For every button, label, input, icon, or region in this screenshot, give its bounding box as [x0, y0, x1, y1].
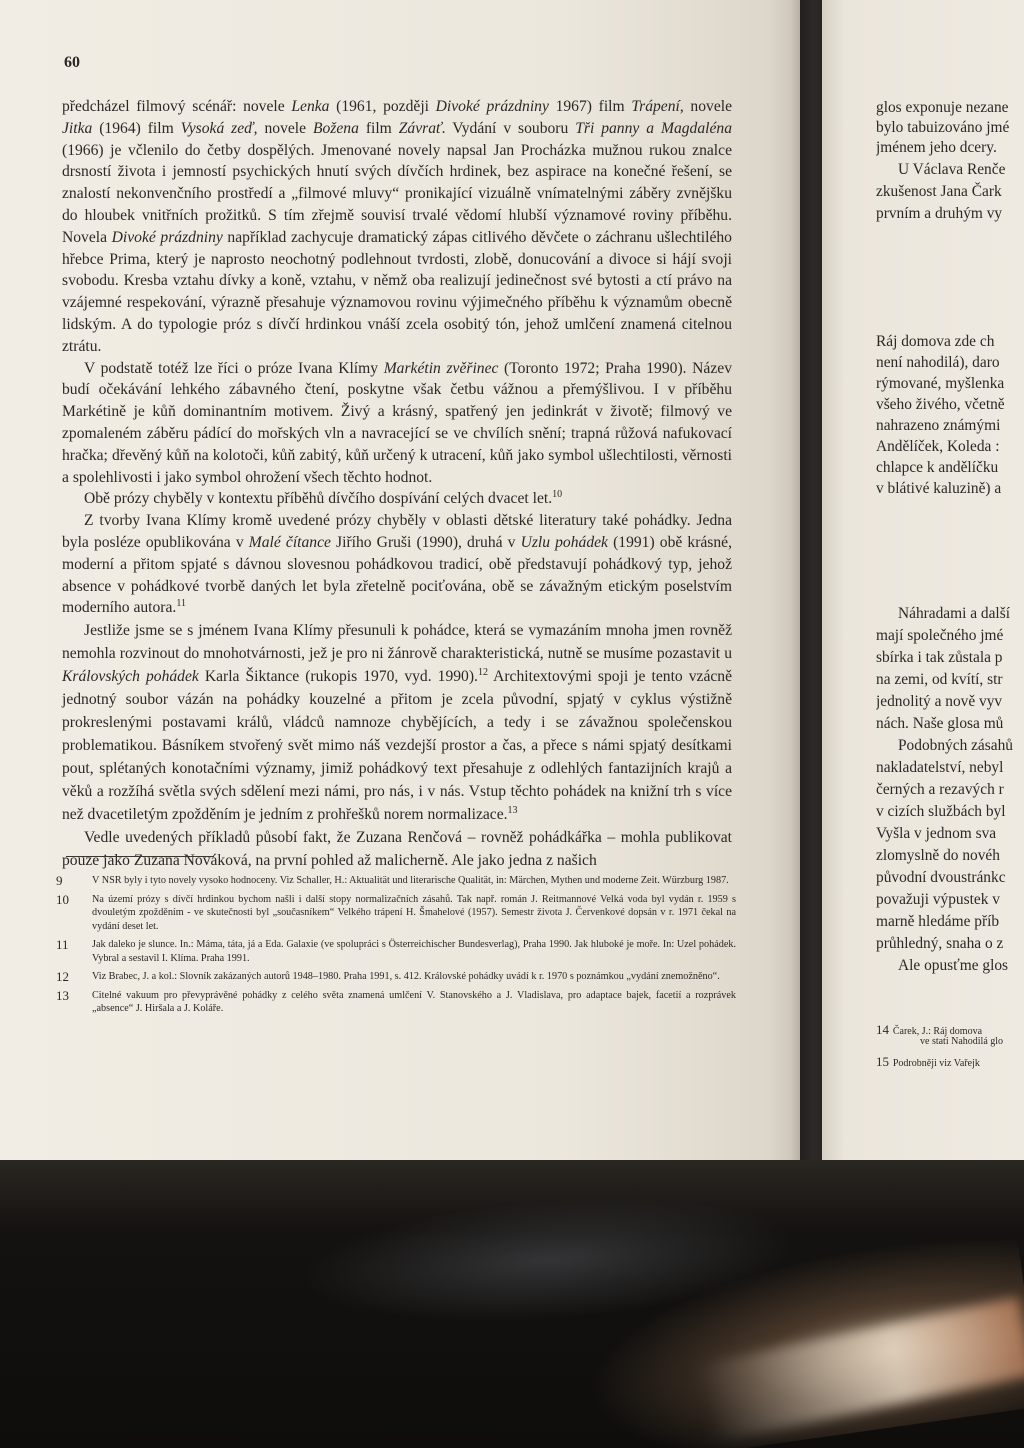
text-run: (1964) film — [92, 119, 181, 137]
text-line: nahrazeno známými — [876, 417, 1001, 434]
text-line: v cizích službách byl — [876, 803, 1006, 820]
text-line: Ráj domova zde ch — [876, 333, 995, 350]
work-title: Královských pohádek — [62, 668, 199, 686]
text-line: rýmované, myšlenka — [876, 375, 1005, 392]
page-number: 60 — [64, 54, 80, 71]
right-page-text — [876, 0, 1024, 1080]
text-line: všeho živého, včetně — [876, 396, 1005, 413]
text-line: Náhradami a další — [898, 605, 1010, 622]
text-run: Z tvorby Ivana Klímy kromě uvedené prózy chyběly v oblasti dětské literatury také pohádky. Jedna byla posléze opublikována v — [62, 512, 732, 551]
work-title: Tři panny a Magdaléna — [575, 119, 732, 137]
text-run: Architextovými spoji je tento vzácně jednotný soubor vázán na pohádky kouzelné a přitom je zcela původní, spjatý v cyklus výstižně prokreslenými postavami králů, vládců namnoze chybějících, a tedy i se závažnou společenskou problematikou. Básníkem stvořený svět mimo náš vezdejší prostor a čas, a přece s námi spjatý desítkami pout, splétaných konotačními významy, jimiž pohádkový text přesahuje z odlehlých fantazijních krajů a věků a rozžíhá světla svých sdělení mezi námi, pro nás, i v nás. Vstup těchto pohádek na knižní trh s více než dvacetiletým zpožděním je jedním z prohřešků norem normalizace. — [62, 668, 732, 824]
text-line: bylo tabuizováno jmé — [876, 119, 1010, 136]
text-line: glos exponuje nezane — [876, 99, 1009, 116]
text-run: například zachycuje dramatický zápas citlivého děvčete o záchranu ušlechtilého hřebce Prima, který je naprosto neochotný podlehnout tvrdosti, zlobě, donucování a divoce si hájí svoji svobodu. Kresba vztahu dívky a koně, vztahu, v němž oba realizují jedinečnost své bytosti a ctí právo na vzájemné respekování, výrazně přesahuje významovou rovinu výjimečného příběhu k významům obecně lidským. A do typologie próz s dívčí hrdinkou vnáší zcela osobitý tón, jehož umlčení znamená citelnou ztrátu. — [62, 228, 732, 355]
footnote — [876, 1052, 980, 1072]
work-title: Trápení — [631, 98, 680, 115]
text-line: marně hledáme příb — [876, 913, 1000, 930]
paragraph-6 — [62, 826, 732, 872]
work-title: Božena — [312, 119, 359, 137]
footnote-text: V NSR byly i tyto novely vysoko hodnoceny. Viz Schaller, H.: Aktualität und literarische Qualität, in: Märchen, Mythen und moderne Zeit. Würzburg 1987. — [92, 875, 729, 886]
work-title: Jitka — [62, 119, 93, 137]
footnote-ref: 10 — [552, 489, 563, 501]
text-run: 1967) film — [548, 98, 632, 115]
text-run: film — [358, 119, 399, 137]
text-line: mají společného jmé — [876, 627, 1004, 644]
text-line: Vyšla v jednom sva — [876, 825, 997, 842]
text-run: (Toronto 1972; Praha 1990). Název budí očekávání lehkého zábavného čtení, poskytne však četbu vážnou a přemýšlivou. I v příběhu Markétině je kůň dominantním motivem. Živý a krásný, spatřený jen jedinkrát v životě; filmový ve zpomaleném záběru pádící do mořských vln a navracející se ve chvílích snění; trapná růžová nafukovací hračka; dřevěný kůň na kolotoči, kůň zabitý, kůň určený k utracení, kůň jako symbol ušlechtilosti, věrnosti a spolehlivosti i jako symbol ohrožení všech těchto hodnot. — [62, 359, 732, 486]
text-line: jménem jeho dcery. — [876, 139, 997, 156]
main-text-body — [62, 96, 732, 872]
text-line: původní dvoustránkc — [876, 869, 1006, 886]
footnote-text: Viz Brabec, J. a kol.: Slovník zakázaných autorů 1948–1980. Praha 1991, s. 412. Královské pohádky uvádí k r. 1970 s poznámkou „vydání znemožněno“. — [92, 971, 720, 983]
footnote-number: 13 — [56, 988, 69, 1004]
work-title: Závrať — [398, 119, 442, 137]
footnote — [56, 893, 736, 933]
footnote-text: ve stati Nahodilá glo — [920, 1036, 1004, 1047]
work-title: Divoké prázdniny — [111, 228, 223, 246]
work-title: Malé čítance — [248, 533, 331, 551]
paragraph-1 — [62, 96, 732, 358]
paragraph-4 — [62, 510, 732, 619]
footnotes — [56, 874, 736, 1021]
text-line: v blátivé kaluzině) a — [876, 480, 1002, 497]
text-line: Andělíček, Koleda : — [876, 438, 1000, 455]
work-title: Uzlu pohádek — [520, 533, 608, 551]
text-line: sbírka i tak zůstala p — [876, 649, 1003, 666]
text-run: Obě prózy chyběly v kontextu příběhů dívčího dospívání celých dvacet let. — [84, 490, 553, 508]
work-title: Markétin zvěřinec — [383, 359, 499, 377]
text-line: považuji výpustek v — [876, 891, 1000, 908]
text-run: Vedle uvedených příkladů působí fakt, že Zuzana Renčová – rovněž pohádkářka – mohla publikovat pouze jako Zuzana Nováková, na první pohled až malicherně. Ale jako jedna z našich — [62, 829, 732, 870]
text-line: průhledný, snaha o z — [876, 935, 1004, 952]
paragraph-2 — [62, 358, 732, 489]
dark-background — [0, 1160, 1024, 1448]
footnote — [56, 989, 736, 1016]
footnote — [56, 874, 736, 888]
text-run: (1961, později — [329, 98, 436, 115]
text-run: (1966) je včlenilo do četby dospělých. Jmenované novely napsal Jan Procházka mužnou rukou znalce drsností života i jemností psychických hnutí svých dívčích hrdinek, bez aspirace na konečné řešení, se znalostí nekonvenčního prostředí a „filmové mluvy“ pronikající vizuálně vnímatelnými záběry zvnějšku do hloubek vnitřních prožitků. S tím zřejmě souvisí trvalé vědomí hlubší významové roviny příběhu. Novela — [62, 141, 732, 246]
paragraph-5 — [62, 619, 732, 826]
text-line: není nahodilá), daro — [876, 354, 1000, 371]
work-title: Divoké prázdniny — [435, 98, 549, 115]
footnote-number: 14 — [876, 1022, 889, 1037]
footnote-number: 10 — [56, 892, 69, 907]
text-line: chlapce k andělíčku — [876, 459, 999, 476]
text-line: prvním a druhým vy — [876, 205, 1003, 222]
footnote-number: 11 — [56, 937, 69, 953]
work-title: Lenka — [291, 98, 330, 115]
text-run: Jiřího Gruši (1990), druhá v — [330, 533, 521, 551]
text-line: Ale opusťme glos — [898, 957, 1009, 974]
footnote-ref: 13 — [507, 804, 518, 816]
text-run: předcházel filmový scénář: novele — [62, 98, 292, 115]
footnote-number: 9 — [56, 873, 63, 888]
footnote-text: Jak daleko je slunce. In.: Máma, táta, já a Eda. Galaxie (ve spolupráci s Österreichischer Bundesverlag), Praha 1990. Jak hluboké je moře. In: Uzel pohádek. Vybral a sestavil I. Klíma. Praha 1991. — [92, 939, 736, 964]
text-line: nách. Naše glosa mů — [876, 715, 1004, 732]
text-line: jednolitý a nově vyv — [876, 693, 1003, 710]
text-line: černých a rezavých r — [876, 781, 1004, 798]
text-run: . Vydání v souboru — [441, 119, 576, 137]
footnote — [56, 970, 736, 984]
text-run: , novele — [253, 119, 313, 137]
footnote-text: Na území prózy s dívčí hrdinkou bychom našli i další stopy normalizačních zásahů. Tak např. román J. Reitmannové Velká voda byl vydán r. 1959 s dvouletým zpožděním - ve skutečnosti byl „současníkem“ Velkého trápení H. Šmahelové (1957). Semestr života J. Červenkové dopsán v r. 1971 čekal na vydání deset let. — [92, 894, 736, 932]
text-line: U Václava Renče — [898, 161, 1006, 178]
footnote-number: 15 — [876, 1054, 889, 1069]
text-run: V podstatě totéž lze říci o próze Ivana Klímy — [84, 359, 384, 377]
footnote-divider — [66, 856, 214, 857]
footnote-text: Podrobněji viz Vařejk — [892, 1058, 980, 1069]
work-title: Vysoká zeď — [180, 119, 254, 137]
text-line: Podobných zásahů — [898, 737, 1013, 754]
text-run: Jestliže jsme se s jménem Ivana Klímy přesunuli k pohádce, která se vymazáním mnoha jmen rovněž nemohla rozvinout do mnohotvárnosti, jež je pro ni žánrově charakteristická, nutně se musíme pozastavit u — [62, 622, 732, 663]
text-run: , novele — [679, 98, 732, 115]
text-line: zkušenost Jana Čark — [876, 183, 1002, 200]
footnote-ref: 12 — [477, 666, 488, 678]
paragraph-3 — [62, 488, 732, 510]
text-line: nakladatelství, nebyl — [876, 759, 1004, 776]
footnote-text: Citelné vakuum pro převyprávěné pohádky z celého světa znamená umlčení V. Stanovského a J. Vladislava, pro adaptace bajek, facetií a rozprávek „absence“ J. Hiršala a J. Koláře. — [92, 990, 736, 1015]
footnote-text: Čarek, J.: Ráj domova — [892, 1026, 983, 1037]
text-run: (1991) obě krásné, moderní a přitom spjaté s dávnou slovesnou pohádkovou tradicí, obě představují pohádkový typ, jehož absence v pohádkové tvorbě daných let byla zřetelně pociťována, obě se závažným etickým poselstvím moderního autora. — [62, 533, 732, 617]
footnote-number: 12 — [56, 969, 69, 985]
text-run: Karla Šiktance (rukopis 1970, vyd. 1990). — [198, 668, 478, 686]
text-line: zlomyslně do novéh — [876, 847, 1000, 864]
footnote — [56, 938, 736, 965]
footnote-ref: 11 — [176, 598, 186, 610]
text-line: na zemi, od kvítí, str — [876, 671, 1003, 688]
